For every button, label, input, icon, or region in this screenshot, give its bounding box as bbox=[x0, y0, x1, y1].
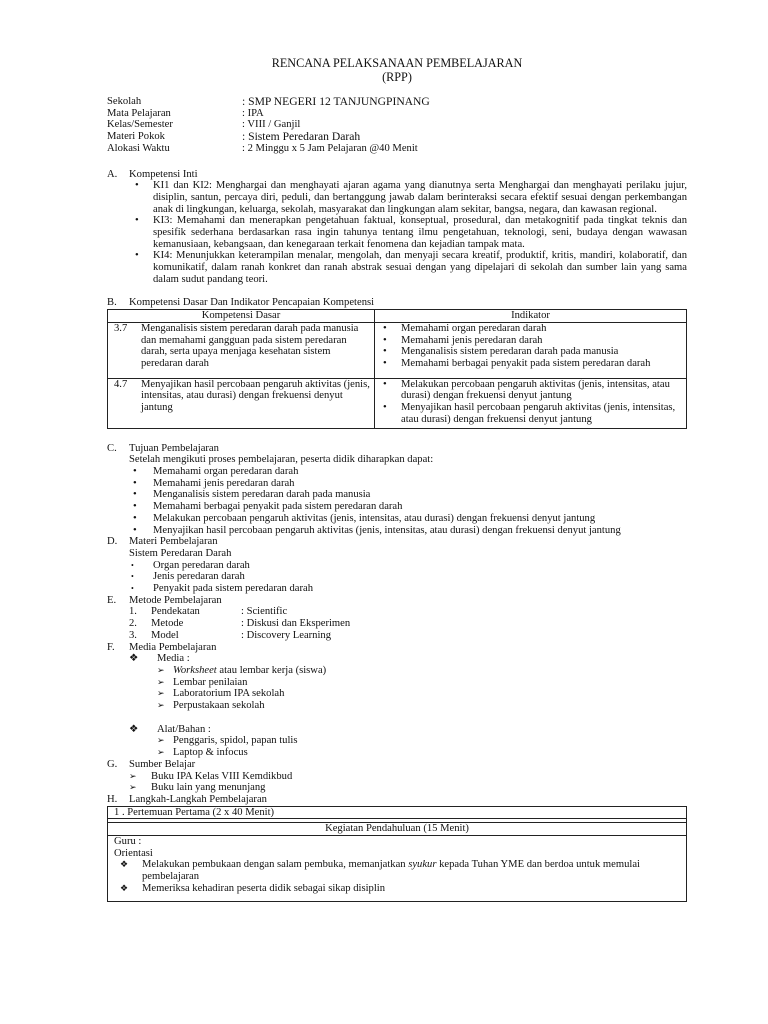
document-page bbox=[107, 56, 687, 902]
learning-goals-list bbox=[107, 466, 687, 536]
list-item: ➢ Buku lain yang menunjang bbox=[107, 782, 687, 794]
tools-list bbox=[107, 735, 687, 758]
section-d-sub: Sistem Peredaran Darah bbox=[129, 547, 232, 559]
list-item: ➢ Lembar penilaian bbox=[107, 677, 687, 689]
list-item: 3. Model : Discovery Learning bbox=[129, 629, 332, 641]
section-c: C. Tujuan Pembelajaran Setelah mengikuti proses pembelajaran, peserta didik diharapkan dapat: • Memahami organ peredaran darah • Memahami jenis peredaran darah • Menganalisis sistem peredaran darah pada manusia • Memahami berbagai penyakit pada sistem peredaran darah • Melakukan percobaan pengaruh aktivitas (jenis, intensitas, atau durasi) dengan frekuensi denyut jantung • Menyajikan hasil percobaan pengaruh aktivitas (jenis, intensitas, atau durasi) dengan frekuensi denyut jantung bbox=[107, 443, 687, 537]
list-item: • Menganalisis sistem peredaran darah pada manusia bbox=[107, 489, 687, 501]
list-item: ➢ Laptop & infocus bbox=[107, 747, 687, 759]
identity-row-time: Alokasi Waktu : 2 Minggu x 5 Jam Pelajaran @40 Menit bbox=[107, 142, 418, 154]
table-row: 3.7 Menganalisis sistem peredaran darah pada manusia dan memahami gangguan pada sistem peredaran darah, serta upaya menjaga kesehatan sistem peredaran darah • Memahami organ peredaran darah • Memahami jenis peredaran darah • Menganalisis sistem peredaran darah pada manusia • Memahami berbagai penyakit pada sistem peredaran darah bbox=[108, 322, 687, 378]
list-item: • Memahami berbagai penyakit pada sistem peredaran darah bbox=[107, 501, 687, 513]
list-item: • Memahami organ peredaran darah bbox=[377, 323, 684, 335]
section-e-heading: Metode Pembelajaran bbox=[129, 594, 222, 606]
material-list bbox=[107, 560, 687, 595]
column-header: Indikator bbox=[375, 310, 687, 323]
title-line-2: (RPP) bbox=[382, 70, 412, 84]
section-b: B. Kompetensi Dasar Dan Indikator Pencapaian Kompetensi Kompetensi Dasar Indikator 3.7 Menganalisis sistem peredaran darah pada manusia dan memahami gangguan pada sistem peredaran darah, serta upaya menjaga kesehatan sistem peredaran darah • Memahami organ peredaran darah • Memahami jenis peredaran darah • Menganalisis sistem peredaran darah pada manusia • Memahami berbagai penyakit pada sistem peredaran darah 4.7 Menyajikan hasil percobaan pengaruh aktivitas (jenis, intensitas, atau durasi) dengan frekuensi denyut jantung • Melakukan percobaan pengaruh aktivitas (jenis, intensitas, atau durasi) dengan frekuensi denyut jantung • Menyajikan hasil percobaan pengaruh aktivitas (jenis, intensitas, atau durasi) dengan frekuensi denyut jantung bbox=[107, 297, 687, 429]
section-a: A. Kompetensi Inti • KI1 dan KI2: Menghargai dan menghayati ajaran agama yang dianutnya serta Menghargai dan menghayati perilaku jujur, disiplin, santun, percaya diri, peduli, dan bertanggung jawab dalam berinteraksi secara efektif sesuai dengan perkembangan anak di lingkungan, keluarga, sekolah, masyarakat dan lingkungan alam sekitar, bangsa, negara, dan kawasan regional. • KI3: Memahami dan menerapkan pengetahuan faktual, konseptual, prosedural, dan metakognitif pada tingkat teknis dan spesifik sederhana berdasarkan rasa ingin tahunya tentang ilmu pengetahuan, teknologi, seni, budaya dengan wawasan kemanusiaan, kebangsaan, dan kenegaraan terkait fenomena dan kejadian tampak mata. • KI4: Menunjukkan keterampilan menalar, mengolah, dan menyaji secara kreatif, produktif, kritis, mandiri, kolaboratif, dan komunikatif, dalam ranah konkret dan ranah abstrak sesuai dengan yang dipelajari di sekolah dan sumber lain yang sama dalam sudut pandang teori. bbox=[107, 169, 687, 286]
media-label: Media : bbox=[157, 653, 190, 665]
list-item: ➢ Perpustakaan sekolah bbox=[107, 700, 687, 712]
list-item: • Penyakit pada sistem peredaran darah bbox=[107, 583, 687, 595]
list-item: • Melakukan percobaan pengaruh aktivitas (jenis, intensitas, atau durasi) dengan frekuensi denyut jantung bbox=[107, 513, 687, 525]
section-b-heading: Kompetensi Dasar Dan Indikator Pencapaian Kompetensi bbox=[129, 296, 375, 308]
list-item: • Memahami jenis peredaran darah bbox=[107, 478, 687, 490]
list-item: • Menyajikan hasil percobaan pengaruh aktivitas (jenis, intensitas, atau durasi) dengan frekuensi denyut jantung bbox=[377, 402, 684, 425]
tools-label: Alat/Bahan : bbox=[157, 723, 211, 735]
section-g-heading: Sumber Belajar bbox=[129, 758, 196, 770]
list-item: • Melakukan percobaan pengaruh aktivitas (jenis, intensitas, atau durasi) dengan frekuensi denyut jantung bbox=[377, 379, 684, 402]
steps-table bbox=[107, 806, 687, 902]
identity-row-school: Sekolah : SMP NEGERI 12 TANJUNGPINANG bbox=[107, 95, 430, 108]
orientation-label: Orientasi bbox=[114, 847, 153, 859]
list-item: ❖ Memeriksa kehadiran peserta didik sebagai sikap disiplin bbox=[114, 883, 680, 895]
list-item: • KI3: Memahami dan menerapkan pengetahuan faktual, konseptual, prosedural, dan metakognitif pada tingkat teknis dan spesifik sederhana berdasarkan rasa ingin tahunya tentang ilmu pengetahuan, teknologi, seni, budaya dengan wawasan kemanusiaan, kebangsaan, dan kenegaraan terkait fenomena dan kejadian tampak mata. bbox=[107, 215, 687, 250]
diamond-bullet-icon: ❖ bbox=[129, 723, 139, 735]
meeting-title: 1 . Pertemuan Pertama (2 x 40 Menit) bbox=[108, 806, 687, 819]
list-item: • Organ peredaran darah bbox=[107, 560, 687, 572]
section-d-heading: Materi Pembelajaran bbox=[129, 536, 218, 548]
column-header: Kompetensi Dasar bbox=[108, 310, 375, 323]
section-f: F. Media Pembelajaran ❖ Media : ➢ Worksheet atau lembar kerja (siswa) ➢ Lembar penilaian ➢ Laboratorium IPA sekolah ➢ Perpustakaan sekolah ❖ Alat/Bahan : ➢ Penggaris, spidol, papan tulis ➢ Laptop & infocus bbox=[107, 642, 687, 759]
section-g: G. Sumber Belajar ➢ Buku IPA Kelas VIII Kemdikbud ➢ Buku lain yang menunjang bbox=[107, 759, 687, 794]
list-item: • KI4: Menunjukkan keterampilan menalar, mengolah, dan menyaji secara kreatif, produktif, kritis, mandiri, kolaboratif, dan komunikatif, dalam ranah konkret dan ranah abstrak sesuai dengan yang dipelajari di sekolah dan sumber lain yang sama dalam sudut pandang teori. bbox=[107, 250, 687, 285]
list-item: 2. Metode : Diskusi dan Eksperimen bbox=[129, 618, 351, 630]
section-c-intro: Setelah mengikuti proses pembelajaran, peserta didik diharapkan dapat: bbox=[129, 454, 434, 466]
core-competence-list bbox=[107, 180, 687, 285]
list-item: ❖ Melakukan pembukaan dengan salam pembuka, memanjatkan syukur kepada Tuhan YME dan berdoa untuk memulai pembelajaran bbox=[114, 859, 680, 882]
section-c-heading: Tujuan Pembelajaran bbox=[129, 442, 219, 454]
orientation-steps bbox=[114, 859, 680, 894]
section-h: H. Langkah-Langkah Pembelajaran 1 . Pertemuan Pertama (2 x 40 Menit) Kegiatan Pendahuluan (15 Menit) Guru : Orientasi ❖ Melakukan pembukaan dengan salam pembuka, memanjatkan syukur kepada Tuhan YME dan berdoa untuk memulai pembelajaran ❖ Memeriksa kehadiran peserta didik sebagai sikap disiplin bbox=[107, 794, 687, 902]
title-line-1: RENCANA PELAKSANAAN PEMBELAJARAN bbox=[271, 56, 523, 70]
guru-label: Guru : bbox=[114, 836, 142, 848]
list-item: • Memahami jenis peredaran darah bbox=[377, 335, 684, 347]
list-item: ➢ Buku IPA Kelas VIII Kemdikbud bbox=[107, 771, 687, 783]
document-title bbox=[107, 56, 687, 84]
diamond-bullet-icon: ❖ bbox=[129, 653, 139, 665]
list-item: • Menganalisis sistem peredaran darah pada manusia bbox=[377, 346, 684, 358]
section-e: E. Metode Pembelajaran 1. Pendekatan : Scientific 2. Metode : Diskusi dan Eksperimen 3. Model : Discovery Learning bbox=[107, 595, 687, 642]
list-item: ➢ Penggaris, spidol, papan tulis bbox=[107, 735, 687, 747]
activity-title: Kegiatan Pendahuluan (15 Menit) bbox=[108, 823, 687, 836]
section-a-heading: Kompetensi Inti bbox=[129, 168, 198, 180]
table-row: 4.7 Menyajikan hasil percobaan pengaruh aktivitas (jenis, intensitas, atau durasi) dengan frekuensi denyut jantung • Melakukan percobaan pengaruh aktivitas (jenis, intensitas, atau durasi) dengan frekuensi denyut jantung • Menyajikan hasil percobaan pengaruh aktivitas (jenis, intensitas, atau durasi) dengan frekuensi denyut jantung bbox=[108, 378, 687, 428]
list-item: • Menyajikan hasil percobaan pengaruh aktivitas (jenis, intensitas, atau durasi) dengan frekuensi denyut jantung bbox=[107, 525, 687, 537]
identity-row-topic: Materi Pokok : Sistem Peredaran Darah bbox=[107, 130, 361, 144]
list-item: • Jenis peredaran darah bbox=[107, 571, 687, 583]
section-f-heading: Media Pembelajaran bbox=[129, 641, 217, 653]
list-item: • Memahami berbagai penyakit pada sistem peredaran darah bbox=[377, 358, 684, 370]
method-list bbox=[107, 606, 687, 641]
list-item: ➢ Laboratorium IPA sekolah bbox=[107, 688, 687, 700]
list-item: • Memahami organ peredaran darah bbox=[107, 466, 687, 478]
list-item: • KI1 dan KI2: Menghargai dan menghayati ajaran agama yang dianutnya serta Menghargai dan menghayati perilaku jujur, disiplin, santun, percaya diri, peduli, dan bertanggung jawab dalam berinteraksi secara efektif sesuai dengan perkembangan anak di lingkungan, keluarga, sekolah, masyarakat dan lingkungan alam sekitar, bangsa, negara, dan kawasan regional. bbox=[107, 180, 687, 215]
identity-table bbox=[107, 96, 687, 155]
list-item: ➢ Worksheet atau lembar kerja (siswa) bbox=[107, 665, 687, 677]
identity-row-subject: Mata Pelajaran : IPA bbox=[107, 107, 264, 119]
section-d: D. Materi Pembelajaran Sistem Peredaran Darah • Organ peredaran darah • Jenis peredaran darah • Penyakit pada sistem peredaran darah bbox=[107, 536, 687, 595]
media-list bbox=[107, 665, 687, 712]
section-h-heading: Langkah-Langkah Pembelajaran bbox=[129, 793, 267, 805]
competence-table bbox=[107, 309, 687, 428]
list-item: 1. Pendekatan : Scientific bbox=[129, 606, 288, 618]
sources-list bbox=[107, 771, 687, 794]
identity-row-class: Kelas/Semester : VIII / Ganjil bbox=[107, 119, 301, 131]
